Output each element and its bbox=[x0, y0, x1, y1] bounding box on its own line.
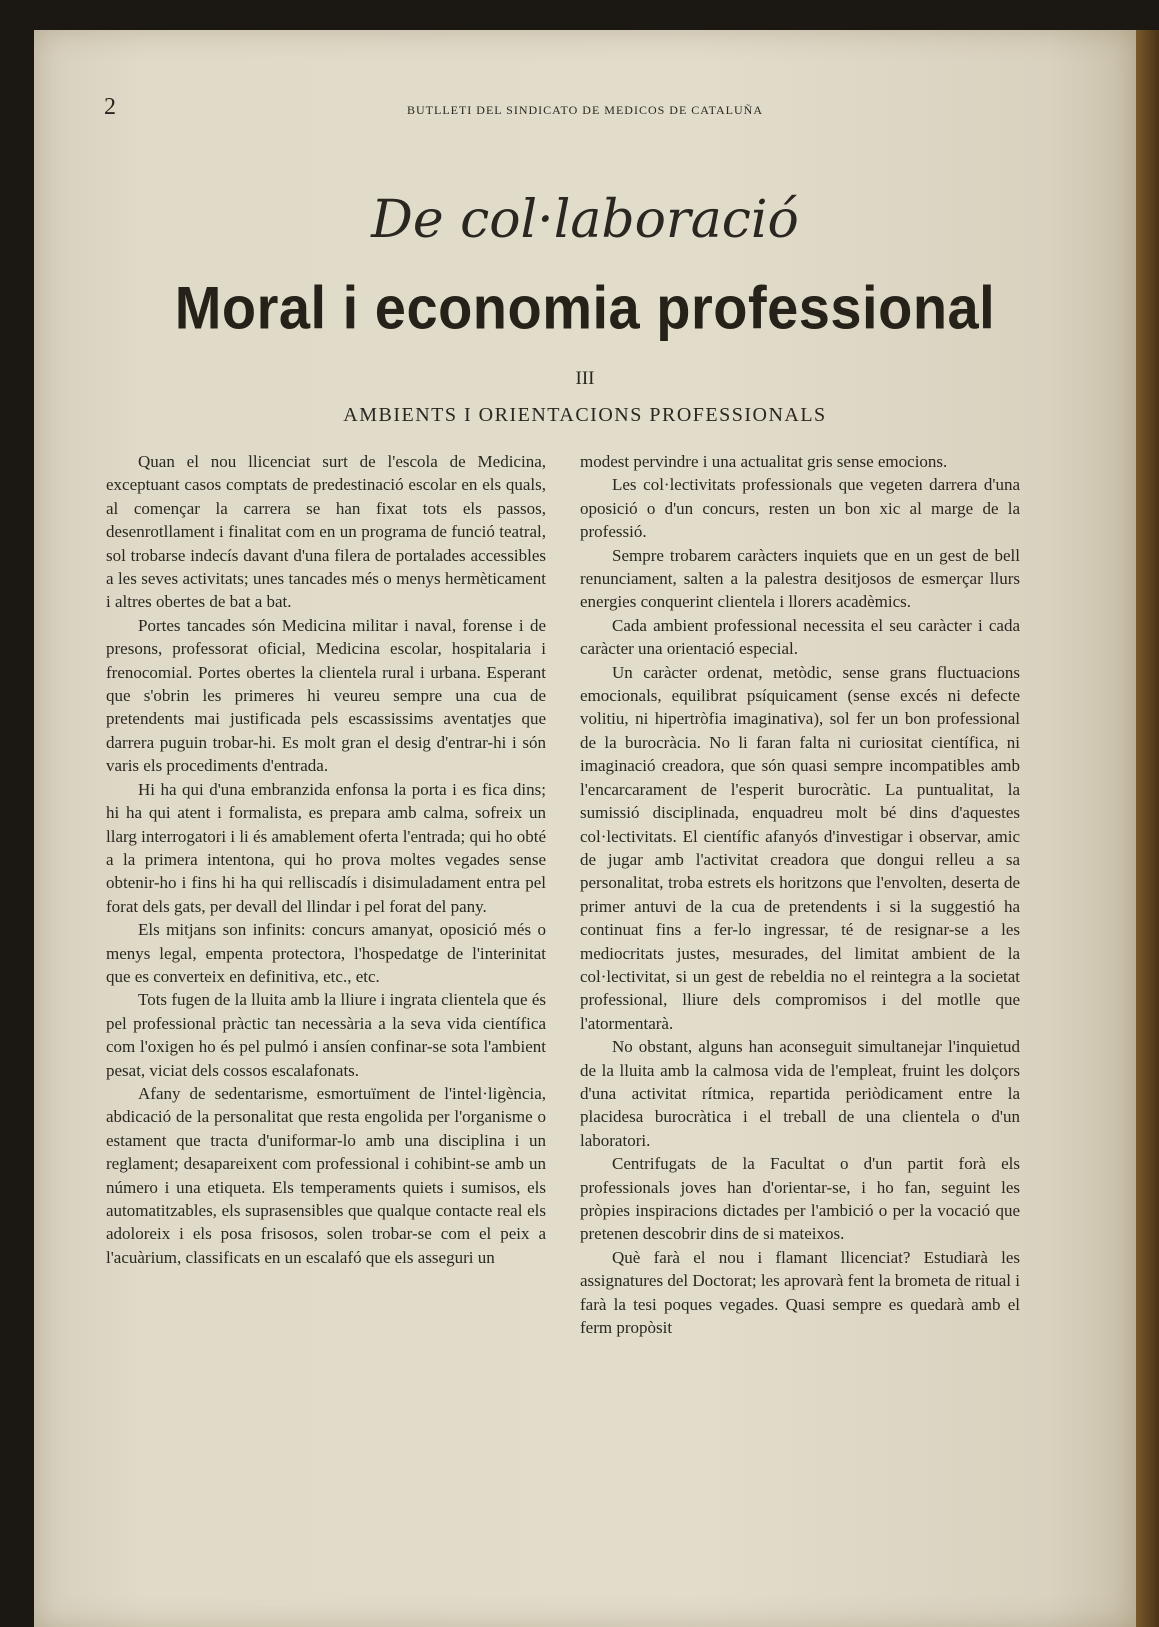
paragraph: Centrifugats de la Facultat o d'un partit forà els professionals joves han d'orientar-se, i ho fan, seguint les pròpies inspiracions dictades per l'ambició o per la vocació que pretenen descobrir dins de si mateixos. bbox=[580, 1154, 1020, 1244]
left-column bbox=[106, 450, 546, 1269]
paragraph: Sempre trobarem caràcters inquiets que en un gest de bell renunciament, salten a la palestra desitjosos de esmerçar llurs energies conquerint clientela i llorers acadèmics. bbox=[580, 545, 1020, 612]
paragraph: No obstant, alguns han aconseguit simultanejar l'inquietud de la lluita amb la calmosa vida de l'empleat, fruint les dolçors d'una activitat rítmica, repartida periòdicament entre la placidesa burocràtica i el treball de una clientela o d'un laboratori. bbox=[580, 1037, 1020, 1150]
paragraph: Afany de sedentarisme, esmortuïment de l'intel·ligència, abdicació de la personalitat que resta engolida per l'organisme o estament que tracta d'uniformar-lo amb una disciplina i un reglament; desapareixent com professional i cohibint-se amb un número i una etiqueta. Els temperaments quiets i sumisos, els automatitzables, els suprasensibles que qualque contacte real els adoloreix i els posa frisosos, solen trobar-se com el peix a l'acuàrium, classificats en un escalafó que els asseguri un bbox=[106, 1083, 546, 1267]
page-header bbox=[34, 94, 1136, 124]
magazine-page bbox=[34, 30, 1136, 1627]
paragraph: Un caràcter ordenat, metòdic, sense grans fluctuacions emocionals, equilibrat psíquicament (sense excés ni defecte volitiu, ni hipertròfia imaginativa), sol fer un bon professional de la burocràcia. No li faran falta ni curiositat científica, ni imaginació creadora, que són quasi sempre incompatibles amb l'encarcarament de l'esperit burocràtic. La puntualitat, la sumissió disciplinada, enquadreu molt bé dins d'aquestes col·lectivitats. El científic afanyós d'investigar i observar, amic de jugar amb l'activitat creadora que dongui relleu a sa personalitat, troba estrets els horitzons que l'envolten, deserta de primer antuvi de la cua de pretendents i si la suggestió ha continuat fins a fer-lo ingressar, té de resignar-se a les mediocritats justes, mesurades, del limitat ambient de la col·lectivitat, si un gest de rebeldia no el reintegra a la societat professional, lliure dels compromisos i del motlle que l'atormentarà. bbox=[580, 662, 1020, 1033]
paragraph: Els mitjans son infinits: concurs amanyat, oposició més o menys legal, empenta protectora, l'hospedatge de l'interinitat que es converteix en definitiva, etc., etc. bbox=[106, 920, 546, 986]
paragraph: Hi ha qui d'una embranzida enfonsa la porta i es fica dins; hi ha qui atent i formalista, es prepara amb calma, sofreix un llarg interrogatori i li és amablement oferta l'entrada; qui ho obté a la primera intentona, qui ho prova moltes vegades sense obtenir-ho i fins hi ha qui relliscadís i disimuladament entra pel forat dels gats, per devall del llindar i pel forat del pany. bbox=[106, 779, 546, 916]
article-subtitle: AMBIENTS I ORIENTACIONS PROFESSIONALS bbox=[343, 404, 827, 426]
part-number: III bbox=[575, 368, 595, 389]
paragraph: Què farà el nou i flamant llicenciat? Estudiarà les assignatures del Doctorat; les aprovarà fent la brometa de ritual i farà la tesi poques vegades. Quasi sempre es quedarà amb el ferm propòsit bbox=[580, 1247, 1020, 1338]
paragraph: Tots fugen de la lluita amb la lliure i ingrata clientela que és pel professional pràctic tan necessària a la seva vida científica com l'oxigen ho és pel pulmó i ansíen confinar-se sota l'ambient pesat, viciat dels cossos escalafonats. bbox=[106, 990, 546, 1080]
page-number: 2 bbox=[104, 94, 116, 120]
paragraph: Les col·lectivitats professionals que vegeten darrera d'una oposició o d'un concurs, resten un bon xic al marge de la professió. bbox=[580, 475, 1020, 542]
section-label: De col·laboració bbox=[371, 190, 799, 250]
running-title: BUTLLETI DEL SINDICATO DE MEDICOS DE CATALUÑA bbox=[406, 103, 763, 117]
paragraph: modest pervindre i una actualitat gris sense emocions. bbox=[580, 452, 948, 471]
paragraph: Cada ambient professional necessita el seu caràcter i cada caràcter una orientació especial. bbox=[580, 615, 1020, 659]
paragraph: Portes tancades són Medicina militar i naval, forense i de presons, professorat oficial, Medicina escolar, hospitalaria i frenocomial. Portes obertes la clientela rural i urbana. Esperant que s'obrin les primeres hi veureu sempre una cua de pretendents mai justificada pels escassissims aventatjes que darrera puguin trobar-hi. Es molt gran el desig d'entrar-hi i són varis els procediments d'entrada. bbox=[106, 615, 546, 776]
right-column bbox=[580, 450, 1020, 1339]
paragraph: Quan el nou llicenciat surt de l'escola de Medicina, exceptuant casos comptats de predestinació escolar en els quals, al començar la carrera se han fixat tots els passos, desenrotllament i finalitat com en un programa de funció teatral, sol trobarse indecís davant d'una filera de portalades accessibles a les seves activitats; unes tancades més o menys hermèticament i altres obertes de bat a bat. bbox=[106, 452, 546, 612]
article-title: Moral i economia professional bbox=[174, 273, 996, 342]
